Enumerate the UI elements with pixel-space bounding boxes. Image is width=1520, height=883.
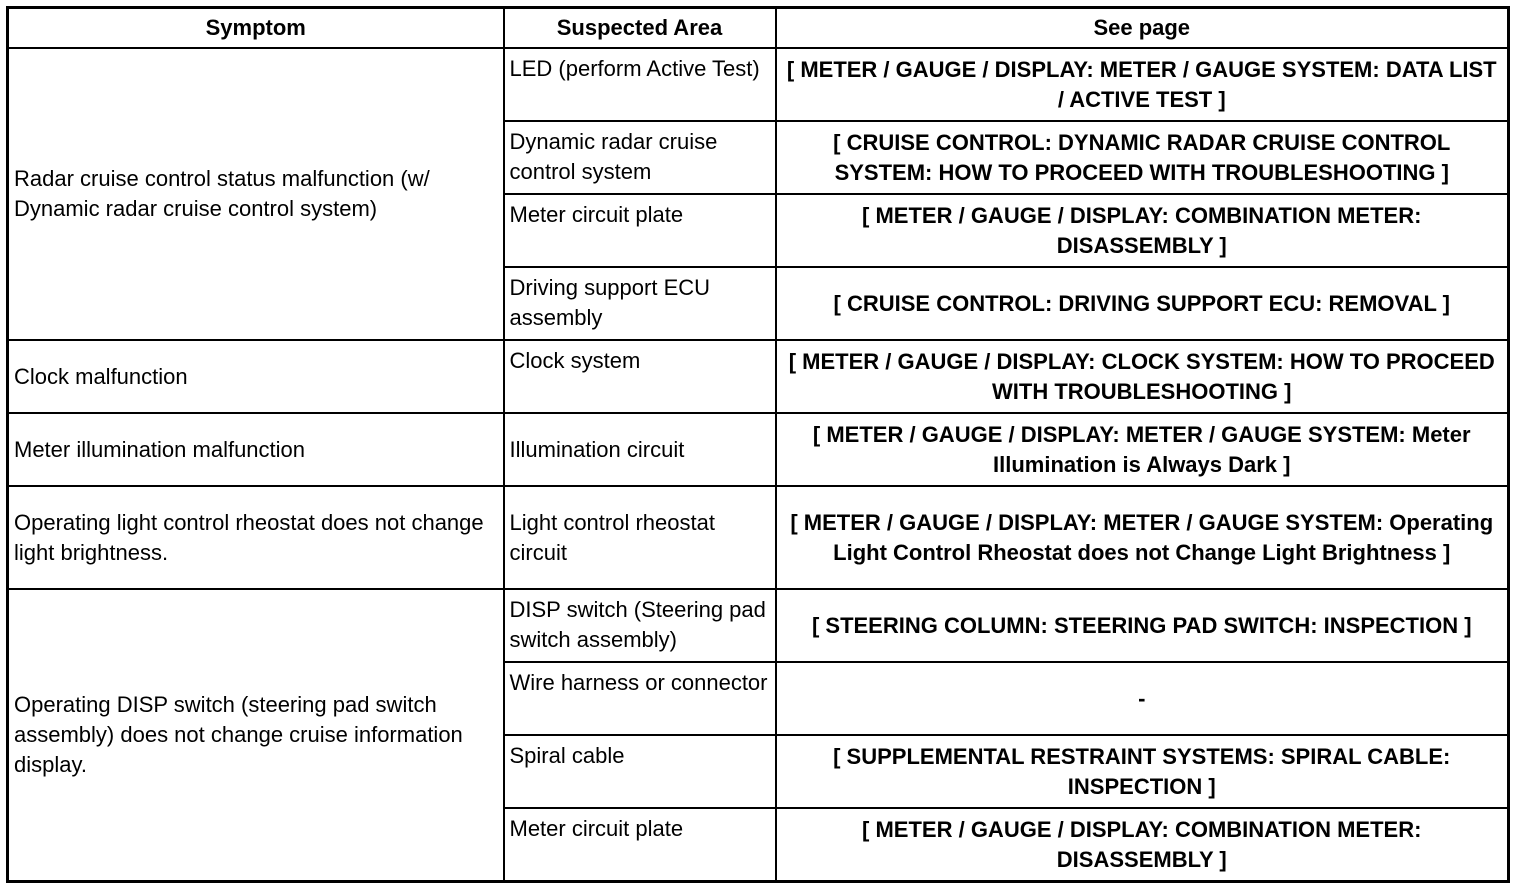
suspected-area-cell: Meter circuit plate [504,194,776,267]
symptom-cell: Clock malfunction [8,340,504,413]
reference-link[interactable]: [ METER / GAUGE / DISPLAY: METER / GAUGE SYSTEM: Operating Light Control Rheostat does not Change Light Brightness ] [776,486,1509,589]
table-row [8,48,1509,121]
reference-link[interactable]: [ SUPPLEMENTAL RESTRAINT SYSTEMS: SPIRAL CABLE: INSPECTION ] [776,735,1509,808]
suspected-area-cell: Light control rheostat circuit [504,486,776,589]
troubleshooting-table [6,6,1510,883]
suspected-area-cell: Dynamic radar cruise control system [504,121,776,194]
reference-link[interactable]: [ METER / GAUGE / DISPLAY: METER / GAUGE SYSTEM: DATA LIST / ACTIVE TEST ] [776,48,1509,121]
symptom-cell: Meter illumination malfunction [8,413,504,486]
table-row [8,413,1509,486]
reference-placeholder: - [776,662,1509,735]
reference-link[interactable]: [ METER / GAUGE / DISPLAY: COMBINATION METER: DISASSEMBLY ] [776,194,1509,267]
suspected-area-cell: Clock system [504,340,776,413]
symptom-cell: Operating light control rheostat does not change light brightness. [8,486,504,589]
table-row [8,589,1509,662]
reference-link[interactable]: [ CRUISE CONTROL: DRIVING SUPPORT ECU: REMOVAL ] [776,267,1509,340]
reference-link[interactable]: [ METER / GAUGE / DISPLAY: CLOCK SYSTEM: HOW TO PROCEED WITH TROUBLESHOOTING ] [776,340,1509,413]
suspected-area-cell: LED (perform Active Test) [504,48,776,121]
suspected-area-cell: Spiral cable [504,735,776,808]
suspected-area-cell: Illumination circuit [504,413,776,486]
header-suspected-area: Suspected Area [504,8,776,49]
reference-link[interactable]: [ METER / GAUGE / DISPLAY: METER / GAUGE SYSTEM: Meter Illumination is Always Dark ] [776,413,1509,486]
suspected-area-cell: Driving support ECU assembly [504,267,776,340]
symptom-cell: Operating DISP switch (steering pad switch assembly) does not change cruise information display. [8,589,504,882]
table-row [8,486,1509,589]
header-symptom: Symptom [8,8,504,49]
reference-link[interactable]: [ CRUISE CONTROL: DYNAMIC RADAR CRUISE CONTROL SYSTEM: HOW TO PROCEED WITH TROUBLESHOOTING ] [776,121,1509,194]
header-see-page: See page [776,8,1509,49]
table-row [8,340,1509,413]
suspected-area-cell: Meter circuit plate [504,808,776,882]
reference-link[interactable]: [ METER / GAUGE / DISPLAY: COMBINATION METER: DISASSEMBLY ] [776,808,1509,882]
reference-link[interactable]: [ STEERING COLUMN: STEERING PAD SWITCH: INSPECTION ] [776,589,1509,662]
suspected-area-cell: DISP switch (Steering pad switch assembly) [504,589,776,662]
header-row [8,8,1509,49]
suspected-area-cell: Wire harness or connector [504,662,776,735]
symptom-cell: Radar cruise control status malfunction (w/ Dynamic radar cruise control system) [8,48,504,340]
